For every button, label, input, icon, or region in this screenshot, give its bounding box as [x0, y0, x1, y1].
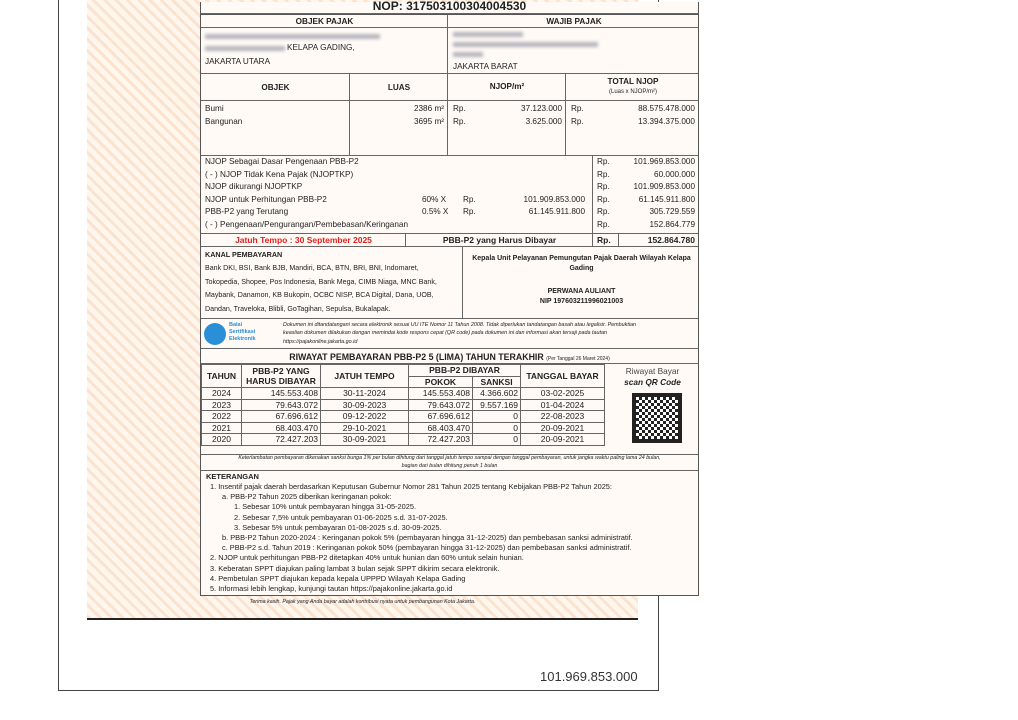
object-luas: 3695 m²: [413, 117, 444, 126]
calc-label: ( - ) NJOP Tidak Kena Pajak (NJOPTKP): [205, 169, 354, 179]
objek-city: JAKARTA UTARA: [205, 57, 271, 66]
history-cell: 30-11-2024: [321, 388, 409, 400]
history-cell: 2022: [202, 411, 242, 423]
history-cell: 30-09-2021: [321, 434, 409, 446]
history-cell: 0: [473, 422, 521, 434]
history-cell: 30-09-2023: [321, 399, 409, 411]
calculation-section: [201, 156, 698, 234]
keterangan-item: 5. Informasi lebih lengkap, kunjungi tautan https://pajakonline.jakarta.go.id: [210, 584, 453, 594]
calc-value: 305.729.559: [649, 207, 695, 216]
currency: Rp.: [597, 169, 610, 179]
history-cell: 72.427.203: [409, 434, 473, 446]
history-cell: 72.427.203: [242, 434, 321, 446]
keterangan-item: c. PBB-P2 s.d. Tahun 2019 : Keringanan pokok 50% (pembayaran hingga 31-12-2025) dan pembebasan sanksi administratif.: [222, 543, 632, 553]
col-luas: LUAS: [387, 83, 411, 92]
keterangan-item: 4. Pembetulan SPPT diajukan kepada kepala UPPPD Wilayah Kelapa Gading: [210, 573, 466, 583]
payment-channels: [201, 247, 698, 319]
object-luas: 2386 m²: [413, 104, 444, 113]
table-row: [202, 434, 605, 446]
history-cell: 67.696.612: [242, 411, 321, 423]
currency: Rp.: [463, 207, 476, 216]
signer-title-2: Gading: [569, 265, 594, 272]
object-rows: [201, 101, 698, 156]
wajib-city: JAKARTA BARAT: [453, 62, 518, 71]
keterangan-item: b. PBB-P2 Tahun 2020-2024 : Keringanan pokok 5% (pembayaran hingga 31-12-2025) dan pembebasan sanksi administratif.: [222, 533, 633, 543]
calc-label: PBB-P2 yang Terutang: [205, 207, 289, 216]
history-cell: 20-09-2021: [521, 422, 605, 434]
history-cell: 0: [473, 411, 521, 423]
keterangan-item: 2. NJOP untuk perhitungan PBB-P2 ditetapkan 40% untuk hunian dan 60% untuk selain hunian.: [210, 553, 524, 563]
history-cell: 9.557.169: [473, 399, 521, 411]
qr-label-2: scan QR Code: [624, 377, 681, 387]
col-total: TOTAL NJOP: [607, 77, 659, 86]
history-cell: 68.403.470: [409, 422, 473, 434]
history-cell: 03-02-2025: [521, 388, 605, 400]
keterangan-item: 3. Keberatan SPPT diajukan paling lambat 3 bulan sejak SPPT dikirim secara elektronik.: [210, 563, 500, 573]
wajib-pajak-label: WAJIB PAJAK: [546, 17, 602, 26]
calc-value: 61.145.911.800: [638, 194, 695, 204]
total-njop-readout: 101.969.853.000: [540, 669, 638, 684]
keterangan-item: 3. Sebesar 5% untuk pembayaran 01-08-2025 s.d. 30-09-2025.: [234, 522, 442, 532]
history-cell: 145.553.408: [242, 388, 321, 400]
amount-due-value: 152.864.780: [647, 235, 695, 245]
late-payment-note: Keterlambatan pembayaran dikenakan sanksi bunga 1% per bulan dihitung dari tanggal jatuh tempo sampai dengan tanggal pembayaran, untuk jangka waktu paling lama 24 bulan, bagian dari bulan dihitung penuh 1 bulan: [238, 455, 661, 469]
payment-channel-line: Maybank, Danamon, KB Bukopin, OCBC NISP, BCA Digital, Dana, UOB,: [205, 291, 434, 299]
object-name: Bangunan: [205, 117, 243, 126]
thanks-note: Terima kasih. Pajak yang Anda bayar adalah kontribusi nyata untuk pembangunan Kota Jakarta.: [249, 599, 476, 605]
history-cell: 2020: [202, 434, 242, 446]
currency: Rp.: [463, 194, 476, 204]
calc-value: 152.864.779: [649, 219, 695, 229]
signer-name: PERWANA AULIANT: [547, 288, 616, 295]
calc-percent: 60% X: [422, 194, 447, 204]
objek-address: KELAPA GADING,: [287, 43, 355, 52]
keterangan-item: 1. Sebesar 10% untuk pembayaran hingga 31-05-2025.: [234, 502, 417, 512]
bsre-logo-icon: [204, 323, 226, 345]
bsre-notice: [201, 319, 698, 349]
bsre-text: Dokumen ini ditandatangani secara elektronik sesuai UU ITE Nomor 11 Tahun 2008. Tidak diperlukan tandatangan basah atau legalisir. Pembuktian keaslian dokumen dilakukan dengan memindai kode respons cepat (QR code) pada dokumen ini dan informasi akan tersaji pada tautan https://pajakonline.jakarta.go.id: [283, 322, 637, 345]
sppt-sheet: [200, 2, 699, 596]
payment-history-table: TAHUN PBB-P2 YANG HARUS DIBAYAR JATUH TEMPO PBB-P2 DIBAYAR TANGGAL BAYAR POKOK SANKSI 2024 145.553.408 30-11-2024 145.553.408 4.366.602 03-02-2025 2023 79.643.072 30-09-2023 79.643.072 9.557.169 01-04-2024 2022 67.696.612 09-12-2022 67.696.612 0 22-08-2023 2021 68.403.470 29-10-2021 68.403.470 0 20-09-2021 2020 72.427.203 30-09-2021 72.427.203 0 20-09-2021: [201, 364, 605, 446]
payment-channel-line: Dandan, Traveloka, Blibli, GoTagihan, Sepulsa, Bukalapak.: [205, 304, 391, 313]
keterangan-title: KETERANGAN: [206, 472, 259, 481]
amount-due-label: PBB-P2 yang Harus Dibayar: [442, 235, 557, 245]
currency: Rp.: [597, 235, 611, 245]
table-row: [202, 388, 605, 400]
currency: Rp.: [571, 104, 584, 113]
calc-label: NJOP dikurangi NJOPTKP: [205, 182, 303, 191]
currency: Rp.: [597, 219, 610, 229]
payment-channel-line: Tokopedia, Shopee, Pos Indonesia, Bank Mega, CIMB Niaga, MNC Bank,: [205, 277, 437, 286]
currency: Rp.: [571, 117, 584, 126]
history-cell: 01-04-2024: [521, 399, 605, 411]
currency: Rp.: [597, 207, 610, 216]
history-title: RIWAYAT PEMBAYARAN PBB-P2 5 (LIMA) TAHUN TERAKHIR (Per Tanggal 26 Maret 2024): [289, 352, 610, 362]
signer-nip: NIP 197603211996021003: [539, 298, 624, 305]
qr-label: Riwayat Bayar: [625, 366, 680, 376]
table-row: [202, 399, 605, 411]
history-cell: 29-10-2021: [321, 422, 409, 434]
sppt-document: [87, 0, 695, 620]
kanal-title: KANAL PEMBAYARAN: [205, 250, 283, 259]
object-njop: 37.123.000: [521, 104, 562, 113]
object-njop: 3.625.000: [525, 117, 562, 126]
bsre-logo-text: Balai Sertifikasi Elektronik: [229, 322, 256, 342]
history-cell: 0: [473, 434, 521, 446]
signer-title: Kepala Unit Pelayanan Pemungutan Pajak Daerah Wilayah Kelapa: [472, 255, 691, 262]
table-row: [202, 411, 605, 423]
history-cell: 2024: [202, 388, 242, 400]
history-cell: 2021: [202, 422, 242, 434]
party-addresses: [201, 28, 698, 74]
history-cell: 145.553.408: [409, 388, 473, 400]
calc-percent: 0.5% X: [422, 207, 449, 216]
history-cell: 09-12-2022: [321, 411, 409, 423]
qr-code-icon[interactable]: [632, 393, 682, 443]
history-cell: 22-08-2023: [521, 411, 605, 423]
keterangan-item: 1. Insentif pajak daerah berdasarkan Keputusan Gubernur Nomor 281 Tahun 2025 tentang Kebijakan PBB-P2 Tahun 2025:: [210, 482, 612, 491]
col-objek: OBJEK: [261, 83, 290, 92]
party-header: [201, 14, 698, 28]
history-cell: 68.403.470: [242, 422, 321, 434]
table-row: [202, 422, 605, 434]
currency: Rp.: [597, 157, 610, 166]
currency: Rp.: [453, 104, 466, 113]
history-cell: 20-09-2021: [521, 434, 605, 446]
currency: Rp.: [597, 194, 610, 204]
history-cell: 79.643.072: [409, 399, 473, 411]
history-cell: 2023: [202, 399, 242, 411]
history-cell: 79.643.072: [242, 399, 321, 411]
due-date: Jatuh Tempo : 30 September 2025: [235, 235, 372, 245]
calc-label: NJOP Sebagai Dasar Pengenaan PBB-P2: [205, 157, 359, 166]
keterangan-item: 2. Sebesar 7,5% untuk pembayaran 01-06-2025 s.d. 31-07-2025.: [234, 512, 448, 522]
object-total: 88.575.478.000: [638, 104, 695, 113]
col-total-sub: (Luas x NJOP/m²): [608, 89, 657, 95]
keterangan-list: [206, 482, 633, 594]
calc-value: 60.000.000: [654, 169, 695, 179]
object-columns-header: [201, 74, 698, 101]
calc-value: 101.969.853.000: [633, 157, 695, 166]
object-total: 13.394.375.000: [638, 117, 695, 126]
nop-number: NOP: 317503100304004530: [372, 0, 527, 13]
signer-block: [465, 254, 698, 274]
currency: Rp.: [453, 117, 466, 126]
due-row: [201, 234, 698, 247]
payment-channel-line: Bank DKI, BSI, Bank BJB, Mandiri, BCA, BTN, BRI, BNI, Indomaret,: [205, 264, 419, 272]
calc-label: NJOP untuk Perhitungan PBB-P2: [205, 194, 327, 204]
col-njop: NJOP/m²: [489, 82, 525, 91]
calc-base: 101.909.853.000: [523, 194, 585, 204]
calc-base: 61.145.911.800: [528, 207, 585, 216]
object-name: Bumi: [205, 104, 224, 113]
calc-label: ( - ) Pengenaan/Pengurangan/Pembebasan/Keringanan: [205, 219, 409, 229]
history-cell: 4.366.602: [473, 388, 521, 400]
objek-pajak-label: OBJEK PAJAK: [295, 17, 354, 26]
currency: Rp.: [597, 182, 610, 191]
keterangan-item: a. PBB-P2 Tahun 2025 diberikan keringanan pokok:: [222, 492, 392, 502]
history-cell: 67.696.612: [409, 411, 473, 423]
calc-value: 101.909.853.000: [633, 182, 695, 191]
